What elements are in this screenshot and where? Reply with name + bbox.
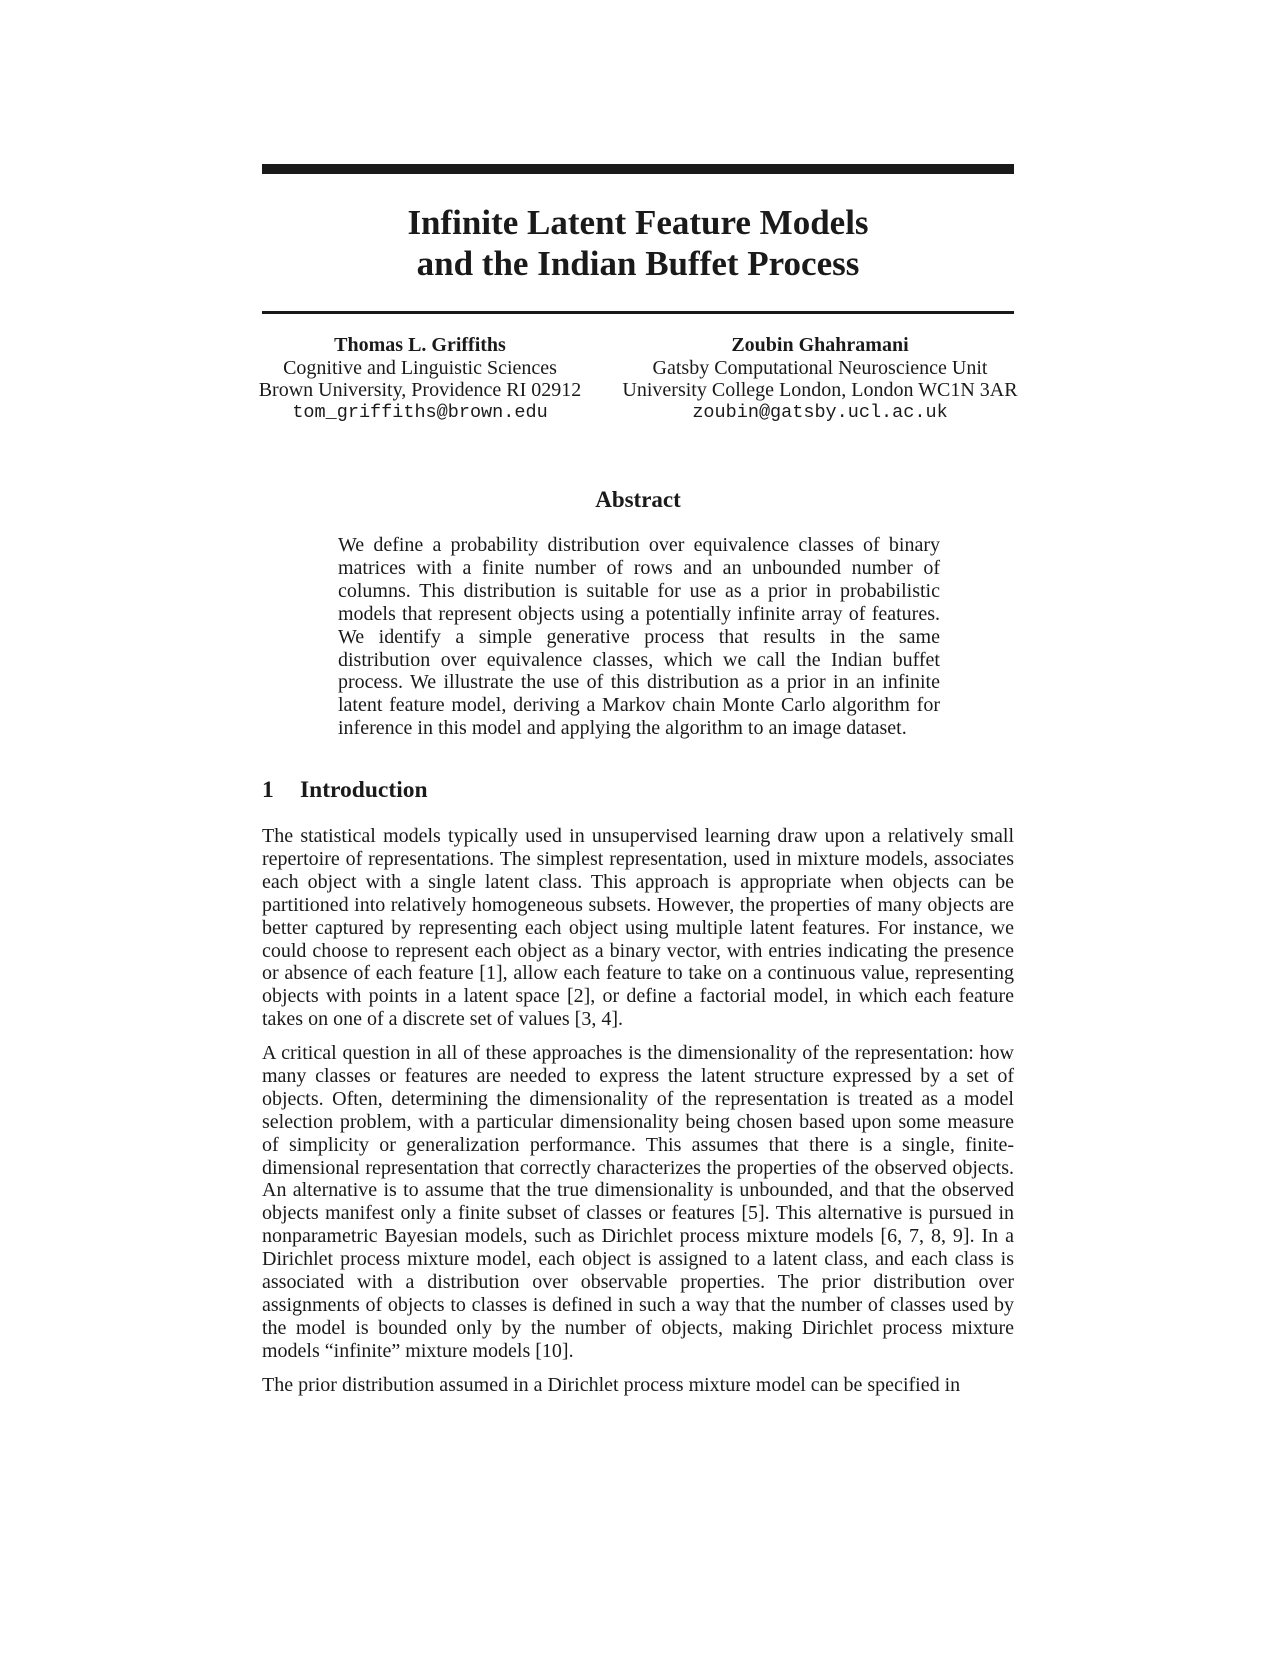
author-affiliation: Cognitive and Linguistic Sciences xyxy=(283,356,557,379)
author-affiliation: Gatsby Computational Neuroscience Unit xyxy=(652,356,988,379)
author-name: Thomas L. Griffiths xyxy=(334,334,506,356)
section-heading xyxy=(262,776,428,804)
abstract-heading: Abstract xyxy=(595,487,681,512)
author-name: Zoubin Ghahramani xyxy=(731,334,909,356)
paper-title-line-2: and the Indian Buffet Process xyxy=(416,244,860,283)
author-affiliation: Brown University, Providence RI 02912 xyxy=(258,379,582,401)
body-paragraph: The prior distribution assumed in a Dirichlet process mixture model can be specified in xyxy=(262,1374,961,1396)
paper-title xyxy=(262,202,1014,284)
title-top-rule xyxy=(262,164,1014,174)
section-title: Introduction xyxy=(300,777,428,803)
title-bottom-rule xyxy=(262,311,1014,314)
body-paragraph: A critical question in all of these approaches is the dimensionality of the representation: how many classes or features are needed to express the latent structure expressed by a set of objects. Often, determining the dimensionality of the representation is treated as a model selection problem, with a particular dimensionality being chosen based upon some measure of simplicity or generalization performance. This assumes that there is a single, finite-dimensional representation that correctly characterizes the properties of the observed objects. An alternative is to assume that the true dimensionality is unbounded, and that the observed objects manifest only a finite subset of classes or features [5]. This alternative is pursued in nonparametric Bayesian models, such as Dirichlet process mixture models [6, 7, 8, 9]. In a Dirichlet process mixture model, each object is assigned to a latent class, and each class is associated with a distribution over observable properties. The prior distribution over assignments of objects to classes is defined in such a way that the number of classes used by the model is bounded only by the number of objects, making Dirichlet process mixture models “infinite” mixture models [10]. xyxy=(262,1042,1014,1362)
author-block-1 xyxy=(230,334,610,424)
author-email: tom_griffiths@brown.edu xyxy=(292,401,548,423)
author-email: zoubin@gatsby.ucl.ac.uk xyxy=(692,401,948,423)
paper-title-line-1: Infinite Latent Feature Models xyxy=(407,203,869,242)
author-block-2 xyxy=(600,334,1040,424)
author-affiliation: University College London, London WC1N 3AR xyxy=(622,379,1018,401)
body-paragraph: The statistical models typically used in unsupervised learning draw upon a relatively small repertoire of representations. The simplest representation, used in mixture models, associates each object with a single latent class. This approach is appropriate when objects can be partitioned into relatively homogeneous subsets. However, the properties of many objects are better captured by representing each object using multiple latent features. For instance, we could choose to represent each object as a binary vector, with entries indicating the presence or absence of each feature [1], allow each feature to take on a continuous value, representing objects with points in a latent space [2], or define a factorial model, in which each feature takes on one of a discrete set of values [3, 4]. xyxy=(262,825,1014,1031)
abstract-text: We define a probability distribution over equivalence classes of binary matrices with a finite number of rows and an unbounded number of columns. This distribution is suitable for use as a prior in probabilistic models that represent objects using a potentially infinite array of features. We identify a simple generative process that results in the same distribution over equivalence classes, which we call the Indian buffet process. We illustrate the use of this distribution as a prior in an infinite latent feature model, deriving a Markov chain Monte Carlo algorithm for inference in this model and applying the algorithm to an image dataset. xyxy=(338,534,940,740)
section-number: 1 xyxy=(262,777,274,803)
